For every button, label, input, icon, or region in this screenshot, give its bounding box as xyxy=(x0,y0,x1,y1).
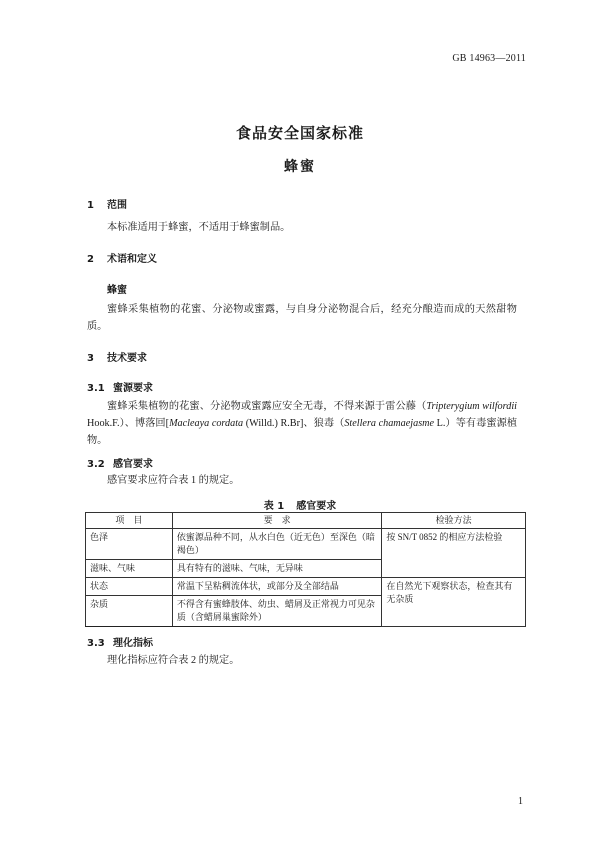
term-heading: 蜂蜜 xyxy=(107,285,127,296)
cell-requirement: 依蜜源品种不同，从水白色（近无色）至深色（暗褐色） xyxy=(172,529,381,560)
latin-name-tripterygium: Tripterygium wilfordii xyxy=(426,401,517,412)
latin-name-stellera: Stellera chamaejasme xyxy=(344,418,435,429)
cell-item: 色泽 xyxy=(86,529,173,560)
section-title: 术语和定义 xyxy=(107,254,157,265)
section-number: 2 xyxy=(87,254,94,265)
header-item: 项 目 xyxy=(86,513,173,529)
table-header-row xyxy=(86,513,526,529)
page-number: 1 xyxy=(518,796,523,807)
latin-name-macleaya: Macleaya cordata xyxy=(169,418,244,429)
section-title: 范围 xyxy=(107,200,127,211)
cell-requirement: 不得含有蜜蜂肢体、幼虫、蜡屑及正常视力可见杂质（含蜡屑巢蜜除外） xyxy=(172,596,381,627)
cell-requirement: 常温下呈粘稠流体状，或部分及全部结晶 xyxy=(172,578,381,596)
header-requirement: 要 求 xyxy=(172,513,381,529)
table-number: 表 1 xyxy=(263,501,285,512)
section-title: 蜜源要求 xyxy=(113,383,153,394)
section-title: 理化指标 xyxy=(113,638,153,649)
cell-item: 状态 xyxy=(86,578,173,596)
section-2-heading xyxy=(87,250,157,265)
section-3-3-text: 理化指标应符合表 2 的规定。 xyxy=(107,655,240,666)
section-3-2-heading xyxy=(87,455,153,470)
document-subtitle: 蜂蜜 xyxy=(284,159,316,175)
section-3-1-heading xyxy=(87,379,153,394)
table-1-caption xyxy=(0,497,600,512)
section-3-3-heading xyxy=(87,634,153,649)
section-number: 3.1 xyxy=(87,383,105,394)
cell-item: 滋味、气味 xyxy=(86,560,173,578)
section-title: 技术要求 xyxy=(107,353,147,364)
cell-method: 在自然光下观察状态，检查其有无杂质 xyxy=(382,578,526,627)
section-number: 3 xyxy=(87,353,94,364)
header-method: 检验方法 xyxy=(382,513,526,529)
section-number: 3.2 xyxy=(87,459,105,470)
term-definition: 蜜蜂采集植物的花蜜、分泌物或蜜露，与自身分泌物混合后，经充分酿造而成的天然甜物质。 xyxy=(87,304,517,332)
document-title: 食品安全国家标准 xyxy=(235,124,364,142)
table-title: 感官要求 xyxy=(296,501,337,512)
section-title: 感官要求 xyxy=(113,459,153,470)
section-number: 1 xyxy=(87,200,94,211)
table-row xyxy=(86,529,526,560)
section-number: 3.3 xyxy=(87,638,105,649)
section-3-heading xyxy=(87,349,147,364)
section-3-2-text: 感官要求应符合表 1 的规定。 xyxy=(107,475,240,486)
sensory-requirements-table xyxy=(85,512,526,627)
cell-item: 杂质 xyxy=(86,596,173,627)
section-3-1-text: 蜜蜂采集植物的花蜜、分泌物或蜜露应安全无毒，不得来源于雷公藤（Tripterygium wilfordii Hook.F.）、博落回[Macleaya cordata (Willd.) R.Br]、狼毒（Stellera chamaejasme L.）等有毒蜜源植物。 xyxy=(87,401,518,446)
standard-code: GB 14963—2011 xyxy=(452,53,526,64)
section-1-heading xyxy=(87,196,127,211)
cell-requirement: 具有特有的滋味、气味，无异味 xyxy=(172,560,381,578)
section-1-text: 本标准适用于蜂蜜，不适用于蜂蜜制品。 xyxy=(107,222,291,233)
table-row xyxy=(86,578,526,596)
cell-method: 按 SN/T 0852 的相应方法检验 xyxy=(382,529,526,578)
